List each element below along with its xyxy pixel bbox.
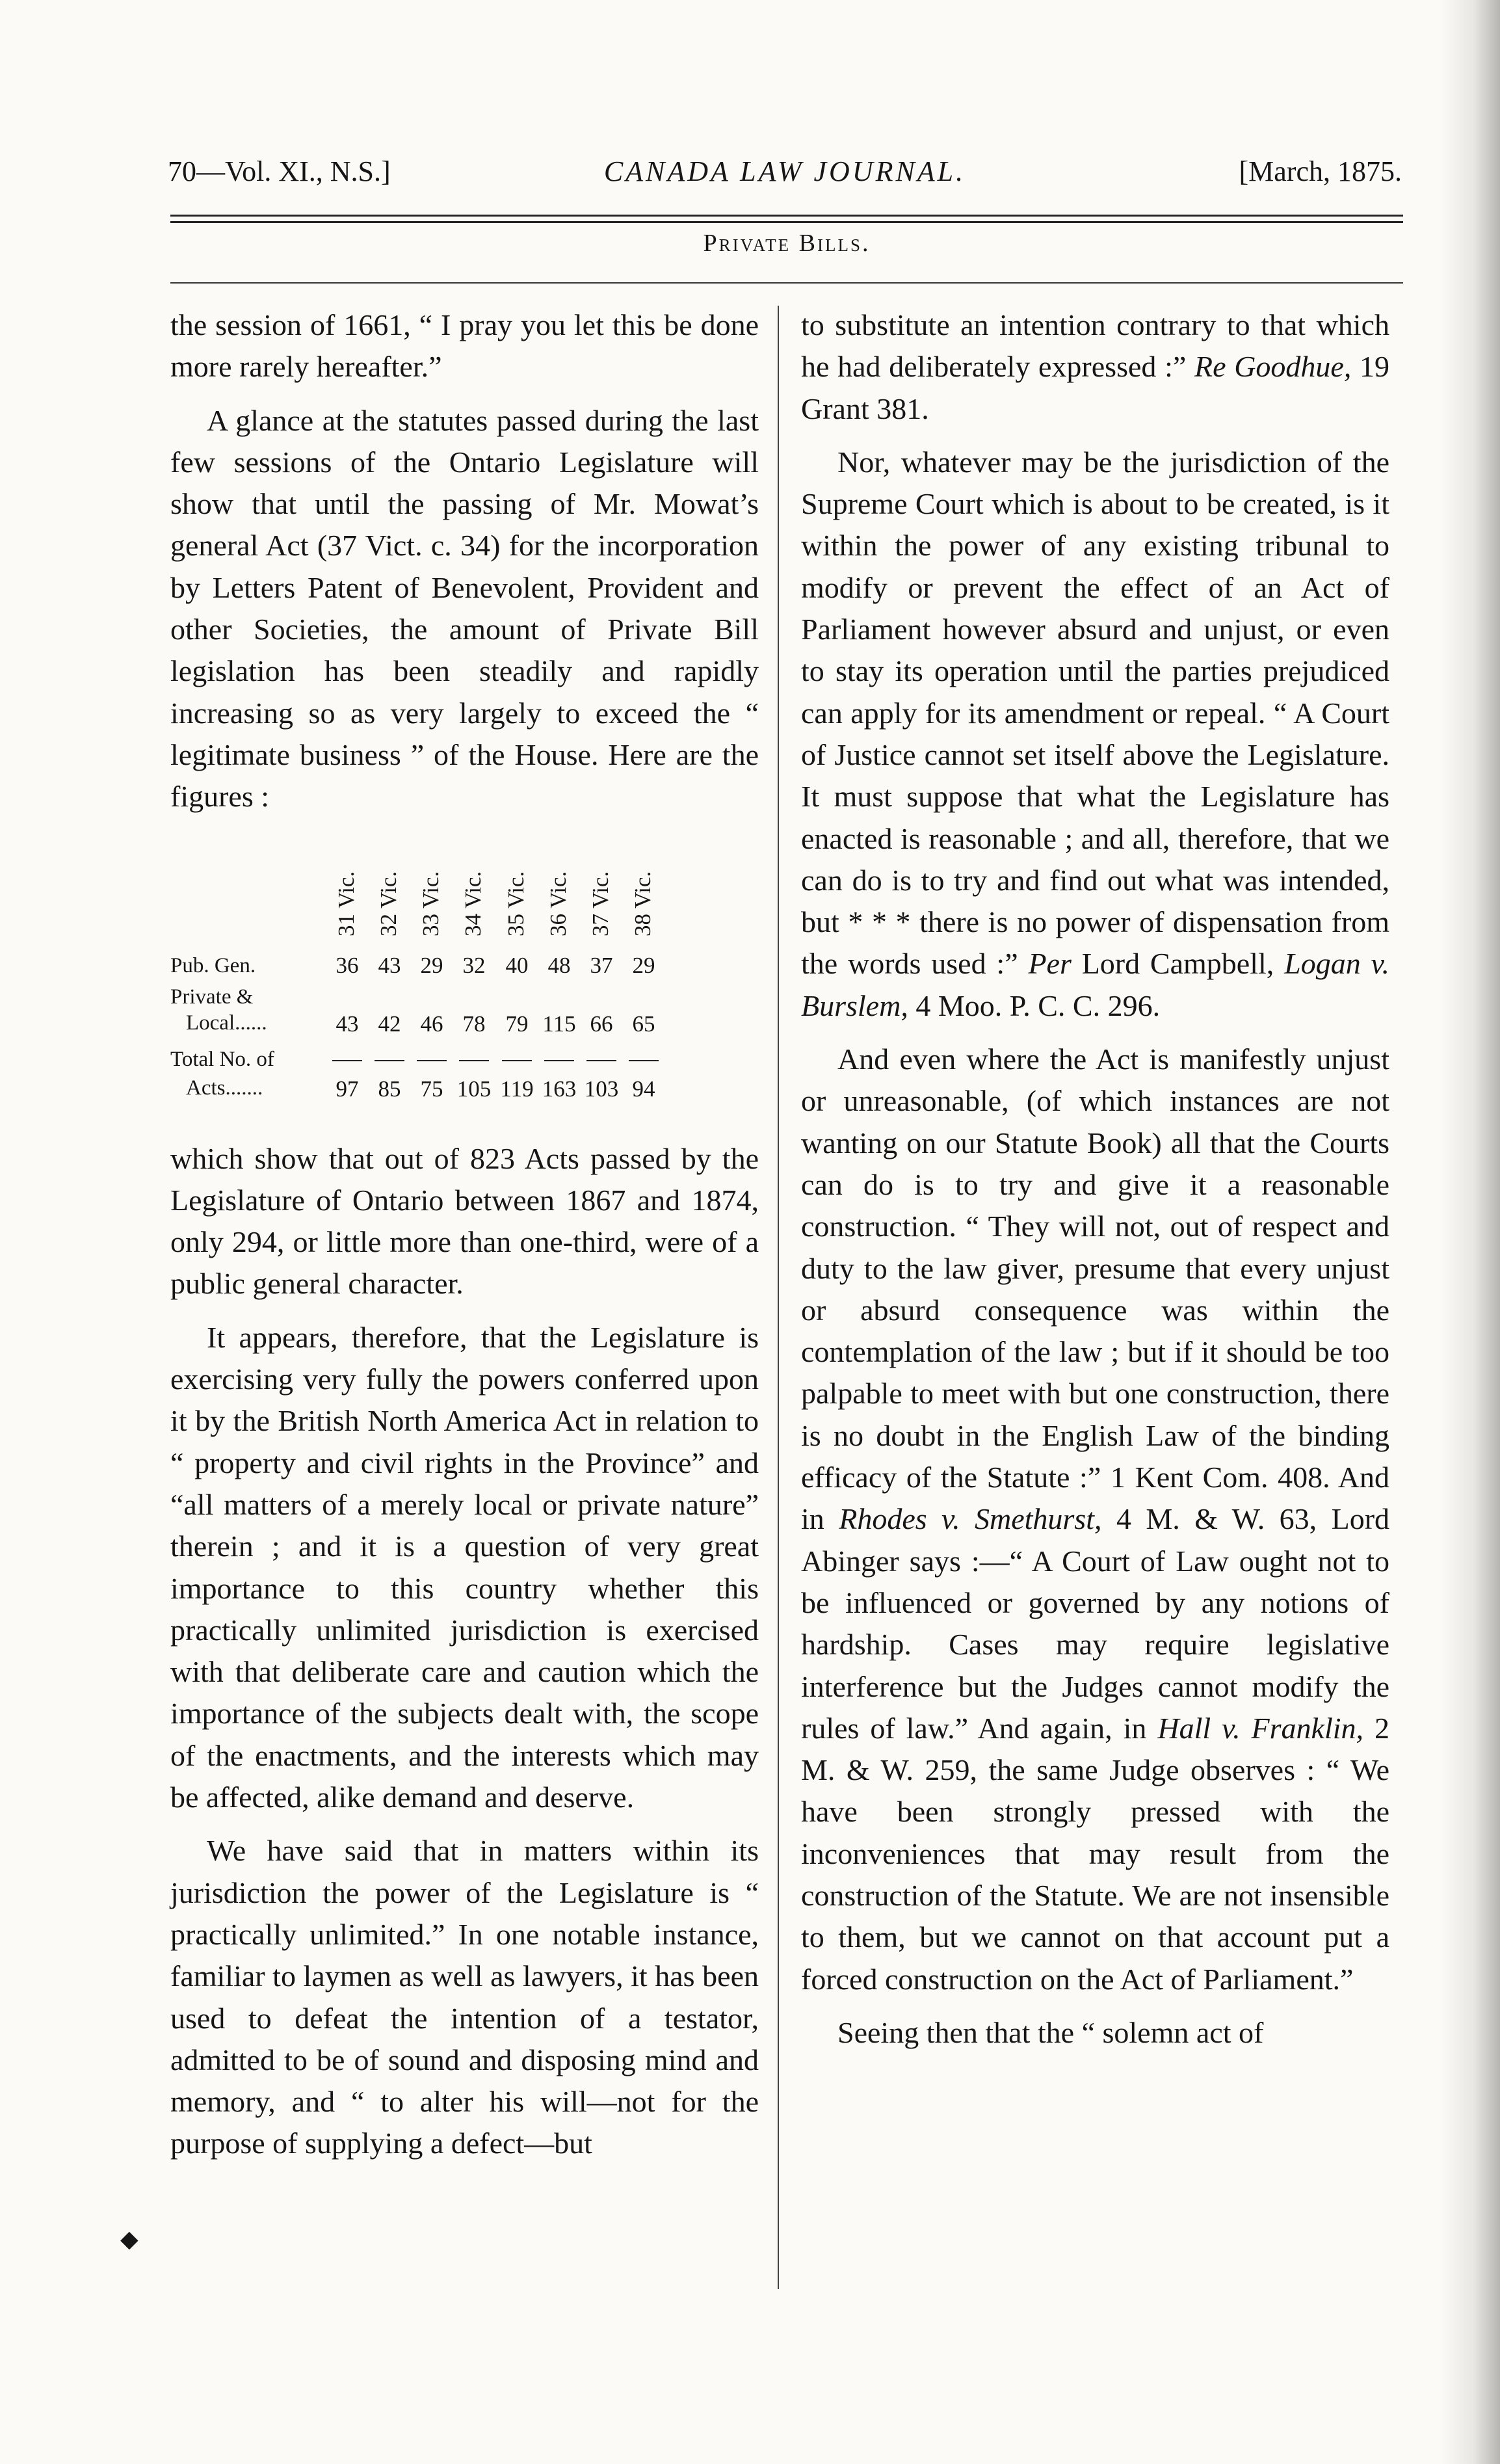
table-cell: 97	[336, 1076, 359, 1102]
table-rule	[586, 1060, 616, 1061]
table-rule	[502, 1060, 532, 1061]
paragraph: which show that out of 823 Acts passed by the Legislature of Ontario between 1867 and 1874, only 294, or little more than one-third, were of a public general character.	[170, 1141, 759, 1301]
case-name: Logan v. Burslem,	[801, 947, 1390, 1022]
table-cell: 29	[632, 952, 655, 978]
table-cell: 94	[632, 1076, 655, 1102]
table-cell: 32	[462, 952, 486, 978]
paragraph	[801, 1039, 1389, 2000]
row-label: Private &	[170, 985, 254, 1009]
table-cell: 40	[505, 952, 529, 978]
paragraph: Seeing then that the “ solemn act of	[837, 2015, 1264, 2049]
table-cell: 65	[632, 1011, 655, 1037]
per-label: Per	[1028, 947, 1072, 981]
paragraph	[801, 304, 1389, 430]
table-rule	[629, 1060, 659, 1061]
table-rule	[375, 1060, 404, 1061]
table-cell: 43	[378, 952, 401, 978]
citation: 4 Moo. P. C. C. 296.	[915, 988, 1161, 1022]
section-title: Private Bills.	[703, 230, 871, 257]
case-name: Hall v. Franklin,	[1157, 1711, 1364, 1745]
column-header: 35 Vic.	[503, 871, 529, 936]
paragraph: the session of 1661, “ I pray you let this be done more rarely hereafter.”	[170, 308, 759, 384]
text-run: 4 M. & W. 63, Lord Abinger says :—“ A Court of Law ought not to be influenced or governed by any notions of hardship. Cases may require legislative interference but the Judges cannot modify the rules of law.” And again, in	[801, 1502, 1390, 1745]
table-rule	[459, 1060, 489, 1061]
row-label: Local......	[186, 1011, 267, 1035]
table-cell: 105	[456, 1076, 492, 1102]
text-run: Lord Campbell,	[1081, 947, 1274, 981]
header-rule-bottom	[170, 221, 1403, 223]
text-run: Nor, whatever may be the jurisdiction of the Supreme Court which is about to be created, is it within the power of any existing tribunal to modify or prevent the effect of an Act of Parliament however absurd and unjust, or even to stay its operation until the parties prejudiced can apply for its amendment or repeal. “ A Court of Justice cannot set itself above the Legislature. It must suppose that what the Legislature has enacted is reasonable ; and all, therefore, that we can do is to try and find out what was intended, but * * * there is no power of dispensation from the words used :”	[801, 445, 1389, 981]
column-divider	[778, 306, 779, 2289]
column-header: 36 Vic.	[546, 871, 571, 936]
running-head	[168, 155, 1402, 200]
text-run: And even where the Act is manifestly unjust or unreasonable, (of which instances are not wanting on our Statute Book) all that the Courts can do is to try and give it a reasonable construction. “ They will not, out of respect and duty to the law giver, presume that every unjust or absurd consequence was within the contemplation of the law ; but if it should be too palpable to meet with but one construction, there is no doubt in the English Law of the binding efficacy of the Statute :” 1 Kent Com. 408. And in	[801, 1042, 1389, 1536]
table-rule	[544, 1060, 574, 1061]
paragraph: It appears, therefore, that the Legislature is exercising very fully the powers conferred upon it by the British North America Act in relation to “ property and civil rights in the Province” and “all matters of a merely local or private nature” therein ; and it is a question of very great importance to this country whether this practically unlimited jurisdiction is exercised with that deliberate care and caution which the importance of the subjects dealt with, the scope of the enactments, and the interests which may be affected, alike demand and deserve.	[170, 1320, 759, 1814]
left-column	[170, 304, 759, 2165]
table-cell: 29	[420, 952, 443, 978]
table-cell: 36	[336, 952, 359, 978]
table-cell: 119	[500, 1076, 534, 1102]
table-cell: 103	[584, 1076, 619, 1102]
paragraph	[801, 442, 1389, 1027]
column-header: 31 Vic.	[334, 871, 359, 936]
table-cell: 46	[420, 1011, 443, 1037]
table-cell: 42	[378, 1011, 401, 1037]
page-edge-shadow	[1441, 0, 1500, 2464]
table-rule	[417, 1060, 447, 1061]
column-header: 37 Vic.	[588, 871, 613, 936]
table-cell: 66	[590, 1011, 613, 1037]
case-name: Rhodes v. Smethurst,	[839, 1502, 1102, 1536]
paragraph: We have said that in matters within its jurisdiction the power of the Legislature is “ practically unlimited.” In one notable instance, familiar to laymen as well as lawyers, it has been used to defeat the intention of a testator, admitted to be of sound and disposing mind and memory, and “ to alter his will—not for the purpose of supplying a defect—but	[170, 1834, 759, 2160]
row-label: Acts.......	[186, 1076, 263, 1100]
table-cell: 115	[542, 1011, 576, 1037]
text-run: 2 M. & W. 259, the same Judge observes : “ We have been strongly pressed with the inconveniences that may result from the construction of the Statute. We are not insensible to them, but we cannot on that account put a forced construction on the Act of Parliament.”	[801, 1711, 1389, 1996]
citation: 19 Grant 381.	[801, 350, 1390, 425]
header-rule-top	[170, 215, 1403, 217]
column-header: 34 Vic.	[460, 871, 486, 936]
table-rule	[332, 1060, 362, 1061]
column-header: 38 Vic.	[630, 871, 655, 936]
table-cell: 75	[420, 1076, 443, 1102]
table-cell: 163	[542, 1076, 577, 1102]
table-cell: 79	[505, 1011, 529, 1037]
column-header: 33 Vic.	[418, 871, 443, 936]
text-run: to substitute an intention contrary to that which he had deliberately expressed :”	[801, 308, 1389, 384]
margin-mark: ◆	[120, 2226, 138, 2252]
table-cell: 78	[462, 1011, 486, 1037]
journal-title: CANADA LAW JOURNAL.	[603, 155, 966, 187]
table-cell: 48	[547, 952, 571, 978]
row-label: Pub. Gen.	[170, 953, 256, 977]
section-rule	[170, 282, 1403, 284]
table-cell: 43	[336, 1011, 359, 1037]
case-name: Re Goodhue,	[1194, 350, 1352, 384]
statistics-table	[170, 832, 759, 1126]
page-volume-label: 70—Vol. XI., N.S.]	[168, 155, 391, 187]
table-cell: 37	[590, 952, 613, 978]
paragraph: A glance at the statutes passed during the last few sessions of the Ontario Legislature will show that until the passing of Mr. Mowat’s general Act (37 Vict. c. 34) for the incorporation by Letters Patent of Benevolent, Provident and other Societies, the amount of Private Bill legislation has been steadily and rapidly increasing so as very largely to exceed the “ legitimate business ” of the House. Here are the figures :	[170, 403, 759, 814]
right-column	[801, 304, 1389, 2054]
table-cell: 85	[378, 1076, 401, 1102]
row-label: Total No. of	[170, 1047, 274, 1071]
column-header: 32 Vic.	[376, 871, 401, 936]
issue-date: [March, 1875.	[1239, 155, 1402, 187]
